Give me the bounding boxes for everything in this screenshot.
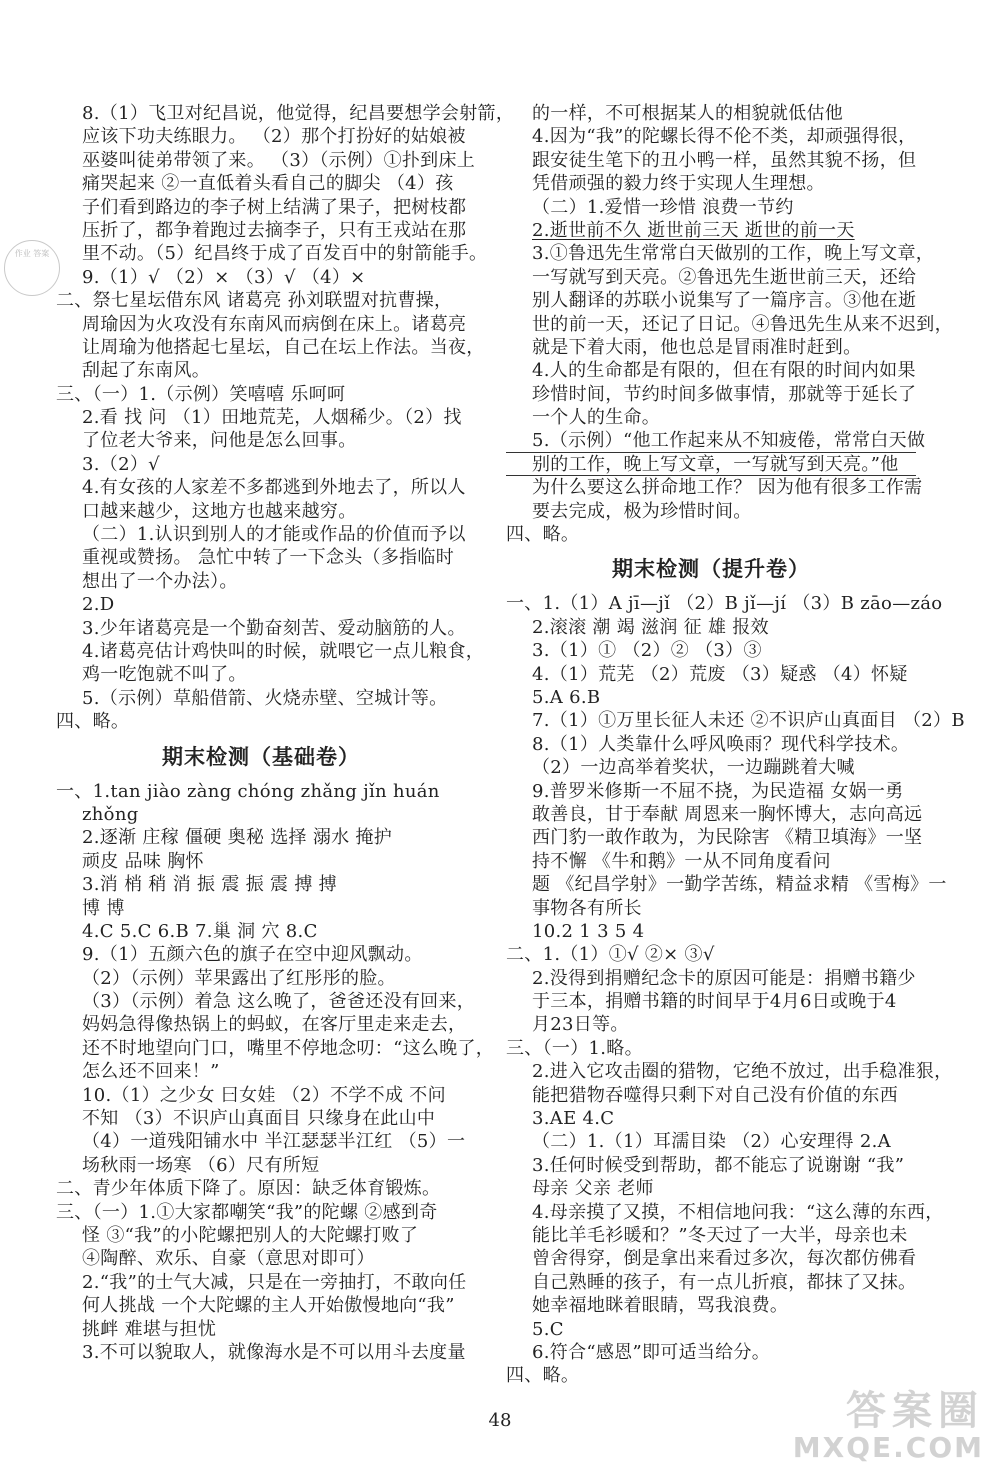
answer-line: 让周瑜为他搭起七星坛，自己在坛上作法。当夜，	[82, 336, 485, 358]
answer-line: 5.（示例）“他工作起来从不知疲倦，常常白天做	[506, 429, 916, 452]
section-title: 期末检测（提升卷）	[612, 557, 810, 582]
answer-line: 还不时地望向门口，嘴里不停地念叨：“这么晚了，	[82, 1037, 495, 1059]
answer-line: 鸡一吃饱就不叫了。	[82, 664, 247, 686]
answer-line: 周瑜因为火攻没有东南风而病倒在床上。诸葛亮	[82, 313, 467, 335]
answer-line: 6.符合“感恩”即可适当给分。	[532, 1341, 771, 1363]
answer-line: （4）一道残阳铺水中 半江瑟瑟半江红 （5）一	[82, 1131, 466, 1153]
answer-line: 子们看到路边的李子树上结满了果子，把树枝都	[82, 196, 467, 218]
answer-line: 妈妈急得像热锅上的蚂蚁，在客厅里走来走去，	[82, 1014, 467, 1036]
answer-line: 为什么要这么拼命地工作？ 因为他有很多工作需	[532, 477, 923, 499]
answer-line: 三、（一）1.①大家都嘲笑“我”的陀螺 ②感到奇	[56, 1201, 438, 1223]
answer-line: 曾舍得穿，倒是拿出来看过多次，每次都仿佛看	[532, 1248, 917, 1270]
answer-line: 2.没得到捐赠纪念卡的原因可能是：捐赠书籍少	[532, 967, 916, 989]
answer-line: 2.逐渐 庄稼 僵硬 奥秘 选择 溺水 掩护	[82, 827, 393, 849]
answer-line: zhǒng	[82, 803, 139, 825]
answer-line: 何人挑战 一个大陀螺的主人开始傲慢地向“我”	[82, 1295, 455, 1317]
answer-line: 4.C 5.C 6.B 7.巢 洞 穴 8.C	[82, 920, 318, 942]
answer-line: 能比羊毛衫暖和？”冬天过了一大半，母亲也未	[532, 1224, 908, 1246]
answer-line: 博 博	[82, 897, 125, 919]
answer-line: 月23日等。	[532, 1014, 629, 1036]
answer-line: （二）1.（1）耳濡目染 （2）心安理得 2.A	[532, 1131, 891, 1153]
answer-line: 她幸福地眯着眼睛，骂我浪费。	[532, 1295, 789, 1317]
answer-stamp: 作业 答案	[4, 240, 60, 296]
answer-line: 一、1.（1）A jī—jǐ （2）B jǐ—jí （3）B zāo—záo	[506, 593, 943, 615]
answer-line: 不知 （3）不识庐山真面目 只缘身在此山中	[82, 1108, 436, 1130]
answer-line: 压折了，都争着跑过去摘李子，只有王戎站在那	[82, 219, 467, 241]
answer-line: 母亲 父亲 老师	[532, 1178, 654, 1200]
answer-line: 3.①鲁迅先生常常白天做别的工作，晚上写文章，	[532, 243, 935, 265]
answer-line: 2.“我”的士气大减，只是在一旁抽打，不敢向任	[82, 1271, 467, 1293]
answer-line: 别人翻译的苏联小说集写了一篇序言。③他在逝	[532, 290, 917, 312]
answer-line: 四、略。	[56, 711, 130, 733]
answer-line: 世的前一天，还记了日记。④鲁迅先生从来不迟到，	[532, 313, 953, 335]
answer-line: 想出了一个办法）。	[82, 570, 238, 592]
answer-line: 口越来越少，这地方也越来越穷。	[82, 500, 357, 522]
answer-line: 题 《纪昌学射》一勤学苦练，精益求精 《雪梅》一	[532, 874, 947, 896]
answer-line: 巫婆叫徒弟带领了来。 （3）（示例）①扑到床上	[82, 149, 476, 171]
answer-line: 2.看 找 问 （1）田地荒芜，人烟稀少。（2）找	[82, 407, 462, 429]
section-title: 期末检测（基础卷）	[162, 744, 360, 769]
answer-line: 珍惜时间，节约时间多做事情，那就等于延长了	[532, 383, 917, 405]
answer-line: 9.（1）√ （2）× （3）√ （4）×	[82, 266, 366, 288]
answer-line: ④陶醉、欢乐、自豪（意思对即可）	[82, 1248, 375, 1270]
answer-line: 怎么还不回来！”	[82, 1061, 220, 1083]
answer-line: 一个人的生命。	[532, 407, 661, 429]
answer-line: 要去完成，极为珍惜时间。	[532, 500, 752, 522]
answer-line: 3.任何时候受到帮助，都不能忘了说谢谢 “我”	[532, 1154, 905, 1176]
answer-line: 二、祭七星坛借东风 诸葛亮 孙刘联盟对抗曹操，	[56, 290, 453, 312]
answer-line: 3.AE 4.C	[532, 1108, 615, 1130]
answer-line: 5.A 6.B	[532, 686, 601, 708]
answer-line: 3.（2）√	[82, 453, 160, 475]
answer-line: 应该下功夫练眼力。 （2）那个打扮好的姑娘被	[82, 126, 466, 148]
answer-line: 跟安徒生笔下的丑小鸭一样，虽然其貌不扬，但	[532, 149, 917, 171]
answer-line: （2）（示例）苹果露出了红彤彤的脸。	[82, 967, 396, 989]
answer-line: 四、略。	[506, 1365, 580, 1387]
answer-line: 5.（示例）草船借箭、火烧赤壁、空城计等。	[82, 687, 448, 709]
answer-line: 8.（1）飞卫对纪昌说，他觉得，纪昌要想学会射箭，	[82, 103, 515, 124]
answer-line: 敢善良，甘于奉献 周恩来一胸怀博大，志向高远	[532, 803, 923, 825]
answer-line: 2.D	[82, 594, 115, 616]
answer-line: （二）1.认识到别人的才能或作品的价值而予以	[82, 524, 466, 546]
answer-line: 重视或赞扬。 急忙中转了一下念头（多指临时	[82, 547, 455, 569]
answer-line: 就是下着大雨，他也总是冒雨准时赶到。	[532, 336, 862, 358]
answer-line: 一写就写到天亮。②鲁迅先生逝世前三天，还给	[532, 266, 917, 288]
answer-line: 7.（1）①万里长征人未还 ②不识庐山真面目 （2）B	[532, 710, 965, 732]
answer-line: 4.母亲摸了又摸，不相信地问我：“这么薄的东西，	[532, 1201, 944, 1223]
answer-line: 顽皮 品味 胸怀	[82, 850, 204, 872]
answer-line: 4.因为“我”的陀螺长得不伦不类，却顽强得很，	[532, 126, 917, 148]
answer-line: 于三本，捐赠书籍的时间早于4月6日或晚于4	[532, 991, 897, 1013]
answer-line: 2.进入它攻击圈的猎物，它绝不放过，出手稳准狠，	[532, 1061, 953, 1083]
answer-line: 怪 ③“我”的小陀螺把别人的大陀螺打败了	[82, 1224, 419, 1246]
answer-line: 10.（1）之少女 曰女娃 （2）不学不成 不问	[82, 1084, 446, 1106]
answer-line: 了位老大爷来，问他是怎么回事。	[82, 430, 357, 452]
answer-line: 9.（1）五颜六色的旗子在空中迎风飘动。	[82, 944, 423, 966]
answer-line: （2）一边高举着奖状，一边蹦跳着大喊	[532, 757, 855, 779]
answer-line: 4.人的生命都是有限的，但在有限的时间内如果	[532, 360, 916, 382]
answer-line: 四、略。	[506, 524, 580, 546]
answer-line: 2.滚滚 潮 竭 滋润 征 雄 报效	[532, 616, 769, 638]
answer-line: （3）（示例）着急 这么晚了，爸爸还没有回来，	[82, 991, 476, 1013]
right-column	[506, 102, 965, 1388]
answer-line: 3.（1）① （2）② （3）③	[532, 640, 762, 662]
answer-line: 别的工作，晚上写文章，一写就写到天亮。”他	[506, 453, 916, 476]
answer-line: 三、（一）1.（示例）笑嘻嘻 乐呵呵	[56, 383, 346, 405]
answer-line: 2.逝世前不久 逝世前三天 逝世的前一天	[532, 219, 855, 241]
answer-line: 3.不可以貌取人，就像海水是不可以用斗去度量	[82, 1341, 466, 1363]
answer-line: 10.2 1 3 5 4	[532, 920, 645, 942]
watermark-url: MXQE.COM	[792, 1431, 984, 1464]
answer-line: 自己熟睡的孩子，有一点儿折痕，都抹了又抹。	[532, 1271, 917, 1293]
answer-line: 里不动。（5）纪昌终于成了百发百中的射箭能手。	[82, 243, 488, 265]
answer-line: 二、青少年体质下降了。原因：缺乏体育锻炼。	[56, 1178, 441, 1200]
watermark-logo: 答案圈	[846, 1388, 984, 1434]
answer-line: 痛哭起来 ②一直低着头看自己的脚尖 （4）孩	[82, 173, 454, 195]
answer-line: 8.（1）人类靠什么呼风唤雨？现代科学技术。	[532, 733, 910, 755]
answer-line: 5.C	[532, 1318, 564, 1340]
answer-line: 能把猎物吞噬得只剩下对自己没有价值的东西	[532, 1084, 898, 1106]
answer-line: 3.少年诸葛亮是一个勤奋刻苦、爱动脑筋的人。	[82, 617, 466, 639]
answer-line: 9.普罗米修斯一不屈不挠，为民造福 女娲一勇	[532, 780, 904, 802]
answer-line: 西门豹一敢作敢为，为民除害 《精卫填海》一坚	[532, 827, 923, 849]
page-number: 48	[488, 1410, 512, 1431]
site-watermark	[793, 1389, 984, 1463]
answer-line: 4.有女孩的人家差不多都逃到外地去了，所以人	[82, 477, 466, 499]
answer-line: 4.诸葛亮估计鸡快叫的时候，就喂它一点儿粮食，	[82, 640, 485, 662]
answer-line: 事物各有所长	[532, 897, 642, 919]
answer-line: 3.消 梢 稍 消 振 震 振 震 搏 搏	[82, 874, 337, 896]
answer-line: 挑衅 难堪与担忧	[82, 1318, 217, 1340]
answer-line: 持不懈 《牛和鹅》一从不同角度看问	[532, 850, 831, 872]
answer-line: 4.（1）荒芜 （2）荒废 （3）疑惑 （4）怀疑	[532, 663, 908, 685]
answer-line: 刮起了东南风。	[82, 360, 211, 382]
answer-line: 凭借顽强的毅力终于实现人生理想。	[532, 173, 825, 195]
left-column	[56, 102, 515, 1364]
answer-line: 的一样，不可根据某人的相貌就低估他	[532, 103, 844, 124]
answer-line: 二、1.（1）①√ ②× ③√	[506, 944, 715, 966]
answer-line: 一、1.tan jiào zàng chóng zhǎng jǐn huán	[56, 780, 440, 802]
answer-line: 场秋雨一场寒 （6）尺有所短	[82, 1154, 320, 1176]
answer-line: 三、（一）1.略。	[506, 1037, 643, 1059]
answer-line: （二）1.爱惜一珍惜 浪费一节约	[532, 196, 794, 218]
